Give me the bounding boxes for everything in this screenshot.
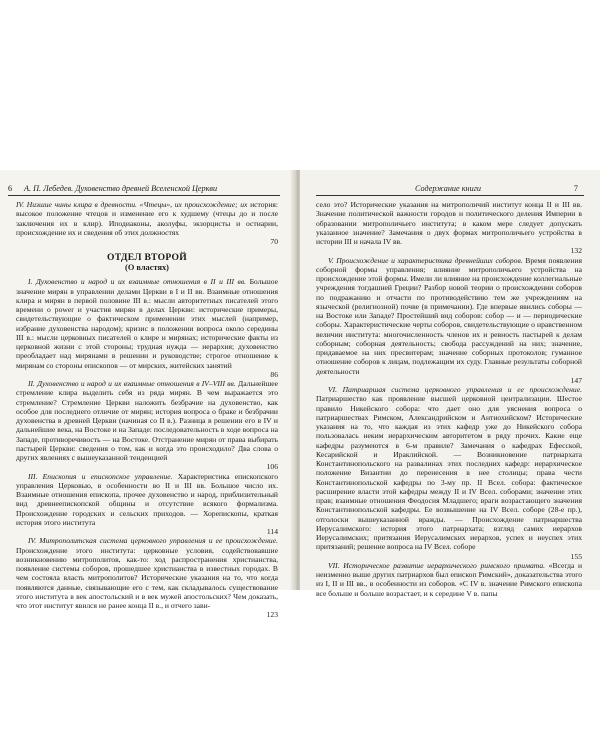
running-head-right bbox=[312, 184, 584, 194]
toc-entry-heading: III. Епископия и епископское управление. bbox=[28, 471, 173, 481]
toc-page-number: 106 bbox=[266, 462, 278, 472]
toc-page-number: 123 bbox=[266, 610, 278, 620]
section-subtitle: (О властях) bbox=[125, 263, 169, 273]
toc-entry bbox=[16, 200, 278, 246]
toc-entry-text: Большое значение мирян в управлении делами Церкви в I и II вв. Взаимные отношения клира и мирян в первой половине III в.: мысли авторитетных писателей этого времени о power и участия мирян в делах Церкви: исторические примеры, свидетельствующие о фактическом применении этих мыслей (например, избрание духовенства народом); кризис в положении вопроса около середины III в.: мысли церковных писателей о клире и мирянах; исторические факты из церковной жизни с этой стороны; трудная нужда — иерархия; духовенство преобладает над мирянами в решении и руководстве; строгое отношение к мирянам со стороны епископов — от мирских, житейских занятий bbox=[16, 277, 278, 370]
toc-entry-text: Происхождение этого института: церковные условия, содействовавшие возникновению митрополитов, как-то: ход распространения христианства, появление системы соборов, прошедшее христианства в известных городах. В чем состояла власть митрополитов? Исторические указания на то, что когда появляются данные, связывающие его с тем, как складывалось существование этого института в век апостольский и в век мужей апостольских? Чем доказать, что этот институт явился не ранее конца II в., и отчего зави- bbox=[16, 545, 278, 610]
toc-entry bbox=[16, 277, 278, 379]
right-page-text bbox=[316, 200, 582, 598]
section-title: ОТДЕЛ ВТОРОЙ bbox=[106, 252, 187, 264]
toc-entry-heading: VI. Патриаршая система церковного управления и ее происхождение. bbox=[328, 385, 582, 394]
left-page bbox=[0, 170, 295, 620]
toc-entry bbox=[16, 379, 278, 472]
toc-entry-heading: VII. Историческое развитие иерархического римского примата. bbox=[328, 560, 546, 570]
toc-entry-heading: I. Духовенство и народ и их взаимные отношения в II и III вв. bbox=[28, 277, 247, 287]
toc-entry-heading: IV. Митрополитская система церковного управления и ее происхождение. bbox=[28, 536, 278, 546]
toc-entry-text: «Всегда и неизменно выше других патриархов был епископ Римский», доказательства этого из I, II и III вв., в особенности из соборов. «С IV в. значение Римского епископа все больше и больше возрастает, и к середине V в. папы bbox=[316, 560, 583, 598]
toc-page-number: 147 bbox=[570, 375, 582, 385]
toc-entry-text: Патриаршество как проявление высшей церковной централизации. Шестое правило Никейского собора: что дает оно для уяснения вопроса о патриаршествах Римском, Александрийском и Антиохийском? Исторические указания на то, что каждая из этих кафедр уже до Никейского собора пользовалась неким иерархическим авторитетом в ряду прочих. Какие еще кафедры разумеются в 6-м правиле? Замечания о кафедрах Ефесской, Кесарийской и Ираклийской. — Возникновение патриархата Константинопольского на развалинах этих последних кафедр: иерархическое положение Византии до перенесения в нее столицы; правa чести Константинопольской кафедры по 3-му пр. II Всел. собора: фактическое расширение власти этой кафедры между II и IV Всел. соборами; значение этих прав; взаимные отношения Феодосия Младшего; враги возрастающего значения Константинопольской кафедры. Ее возвышение на IV Всел. соборе (28-е пр.), отголоски вышеуказанной вражды. — Происхождение патриаршества Иерусалимского: история этого патриархата; взгляд самих иерархов Иерусалимских; притязания Иерусалимских иерархов, успех и неуспех этих притязаний; решение вопроса на IV Всел. соборе bbox=[316, 394, 582, 552]
toc-entry bbox=[316, 561, 582, 598]
toc-entry-text: Время появления соборной формы управления; влияние митрополичьего устройства на происхождение этой формы. Имели ли влияние на происхождение коллегиальные учреждения тогдашней Греции? Разбор новой теории о происхождении соборов по подражанию и отчасти по противодействию тем же учреждениям на языческой (религиозной) почве (в примечании). Где впервые явились соборы — на Востоке или Западе? Простейший вид соборов: собор — и — периодические соборы. Характеристические черты соборов, свидетельствующие о нравственном величии института: многочисленность членов их и ревность пастырей к делам соборным; соборная деятельность; свобода рассуждений на них; значение, придаваемое на них пресвитерам; значение соборных протоколов; гуманное отношение соборов к лицам, подлежащим их суду. Главные результаты соборной деятельности bbox=[316, 255, 582, 376]
toc-entry-heading: IV. Низшие чины клира в древности. «Чтецы», их происхождение; их bbox=[16, 200, 248, 209]
book-spread bbox=[0, 170, 600, 620]
toc-entry-text: Дальнейшее стремление клира выделить себя из ряда мирян. В чем выражается это стремление? Стремление Церкви наложить безбрачие на духовенство, как особое для последнего отличие от мирян; история вопроса о браке и безбрачии духовенства в древней Церкви (начиная со II в.). Разница в решении его в IV и дальнейшие века, на Востоке и на Западе: последовательность в ходе вопроса на Западе, противоречивость — на Востоке. Отстранение мирян от права выбирать пастырей Церкви: сведения о том, как и когда это происходило? Два слова о других явлениях с вышеуказанной тенденцией bbox=[16, 379, 279, 462]
toc-entry bbox=[316, 256, 582, 386]
page-number-left: 6 bbox=[8, 184, 13, 193]
header-rule-left bbox=[8, 195, 280, 196]
toc-entry-text: село это? Исторические указания на митрополичий институт конца II и III вв. Значение политической важности городов и политического деления Империи в образовании митрополичьего института; в каком мере следует допускать указанное значение? Замечания о двух формах митрополичьего устройства в истории III и начала IV вв. bbox=[316, 200, 582, 246]
toc-entry bbox=[16, 536, 278, 619]
toc-entry bbox=[16, 472, 278, 537]
toc-page-number: 132 bbox=[570, 246, 582, 256]
running-title-right: Содержание книги bbox=[415, 184, 481, 193]
toc-entry-heading: V. Происхождение и характеристика древнейших соборов. bbox=[328, 255, 523, 265]
left-page-text bbox=[16, 200, 278, 620]
header-rule-right bbox=[316, 195, 584, 196]
toc-page-number: 86 bbox=[270, 369, 278, 379]
toc-entry bbox=[316, 385, 582, 561]
toc-page-number: 70 bbox=[270, 237, 278, 246]
toc-entry-heading: II. Духовенство и народ и их взаимные отношения в IV–VIII вв. bbox=[28, 379, 236, 388]
page-number-right: 7 bbox=[573, 184, 578, 193]
toc-entry-text: Характеристика епископского управления Церковью, в особенности во II и III вв. Большое число их. Взаимные отношения епископа, прочее духовенство и народ, приблизительный вид древнеепископской общины и отсутствие всякого формализма. Происхождение городских и сельских приходов. — Хорепископы, краткая история этого института bbox=[16, 471, 278, 527]
toc-page-number: 155 bbox=[570, 551, 582, 561]
toc-entry bbox=[316, 200, 582, 256]
running-title-left: А. П. Лебедев. Духовенство древней Вселенской Церкви bbox=[24, 184, 218, 193]
toc-entry-text: история: высокое положение чтецов и изменение его к худшему (чтецы до и после заключения их в клир). Иподиаконы, аколуфы, экзорцисты и остиарии, происхождение их и сведения об этих должностях bbox=[16, 200, 278, 237]
right-page bbox=[300, 170, 600, 598]
toc-page-number: 114 bbox=[266, 527, 278, 536]
